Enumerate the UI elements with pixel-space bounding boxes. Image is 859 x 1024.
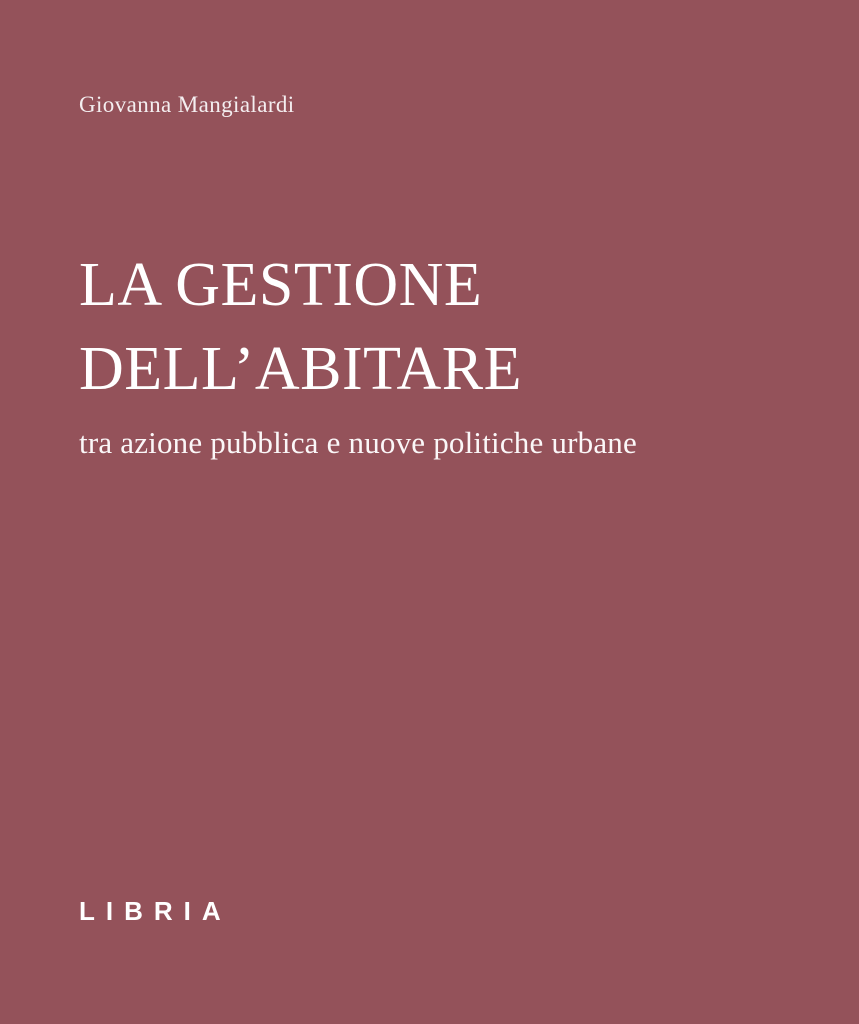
title-line-1: LA GESTIONE: [79, 251, 483, 319]
title-line-2: DELL’ABITARE: [79, 335, 523, 404]
author-name: Giovanna Mangialardi: [79, 92, 295, 117]
subtitle: tra azione pubblica e nuove politiche urbane: [79, 425, 637, 460]
page-title: [79, 243, 779, 412]
publisher-logo: LIBRIA: [79, 896, 232, 926]
